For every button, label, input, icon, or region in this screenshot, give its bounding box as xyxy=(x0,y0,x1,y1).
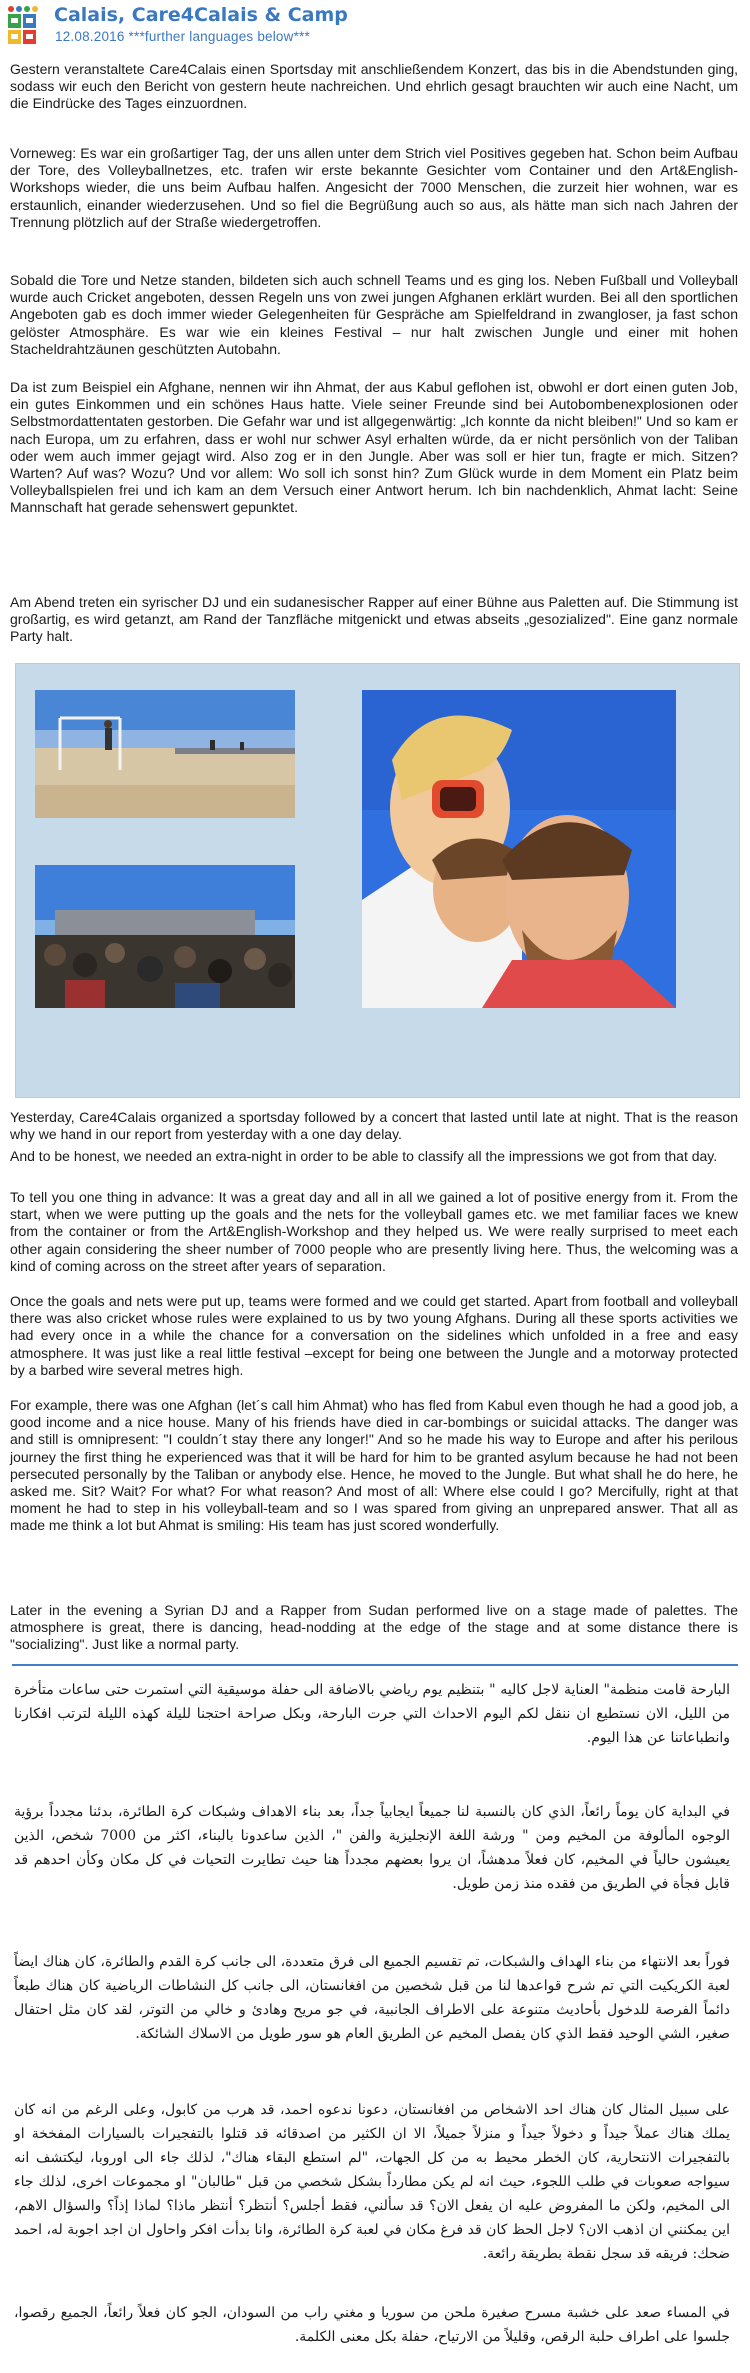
english-paragraph-1: Yesterday, Care4Calais organized a sportsday followed by a concert that lasted until late at night. That is the reason why we hand in our report from yesterday with a one day delay. xyxy=(10,1109,738,1143)
photo-beach-goal xyxy=(35,690,295,818)
english-paragraph-2: And to be honest, we needed an extra-night in order to be able to classify all the impressions we got from that day. xyxy=(10,1148,718,1164)
article-header xyxy=(0,0,750,52)
arabic-paragraph-5: في المساء صعد على خشبة مسرح صغيرة ملحن من سوريا و مغني راب من السودان، الجو كان فعلاً رائعاً، الجميع رقصوا، جلسوا على اطراف حلبة الرقص، وقليلاً من الارتياح، حفلة بكل معنى الكلمة. xyxy=(14,2305,730,2345)
arabic-paragraph-4: على سبيل المثال كان هناك احد الاشخاص من افغانستان، دعونا ندعوه احمد، قد هرب من كابول، وعلى الرغم من انه كان يملك هناك عملاً جيداً و دخولاً جيداً و منزلاً جميلاً، الا ان الكثير من اصدقائه قد قتلوا بالتفجيرات بالسيارات المفخخة او بالتفجيرات الانتحارية، كان الخطر محيط به من كل الجهات، "لم استطع البقاء هناك"، لذلك جاء الى اوروبا، ليكتشف انه سيواجه صعوبات في طلب اللجوء، حيث انه لم يكن مطارداً بشكل شخصي من قبل "طالبان" او مجموعات اخرى، لذلك جاء الى المخيم، ولكن ما المفروض عليه ان يفعل الان؟ قد سألني، فقط أجلس؟ أنتظر؟ أنتظر ماذا؟ لماذا إذاً؟ والسؤال الاهم، اين يمكنني ان اذهب الان؟ لاجل الحظ كان قد فرغ مكان في لعبة كرة الطائرة، وانا بدأت افكر واحاول ان اجد اجوبة له، احمد ضحك: فريقه قد سجل نقطة بطريقة رائعة. xyxy=(14,2102,730,2262)
german-paragraph-5: Am Abend treten ein syrischer DJ und ein sudanesischer Rapper auf einer Bühne aus Paletten auf. Die Stimmung ist großartig, es wird getanzt, am Rand der Tanzfläche mitgenickt und etwas abseits „gesozialized". Eine ganz normale Party halt. xyxy=(10,594,738,645)
logo-icon xyxy=(6,4,46,48)
article-date-line xyxy=(55,29,310,44)
arabic-paragraph-3: فوراً بعد الانتهاء من بناء الهداف والشبكات، تم تقسيم الجميع الى فرق متعددة، الى جانب كرة القدم والطائرة، كان هناك ايضاً لعبة الكريكيت التي تم شرح قواعدها لنا من قبل شخصين من افغانستان، الى جانب كل النشاطات الرياضية كان هناك طبعاً دائماً الفرصة للدخول بأحاديث متنوعة على الاطراف الجانبية، في جو مريح وهادئ و خالي من التوتر، لقد كان مثل احتفال صغير، الشي الوحيد فقط الذي كان يفصل المخيم عن الطريق العام هو سور طويل من الاسلاك الشائكة. xyxy=(14,1954,730,2042)
article-date: 12.08.2016 xyxy=(55,29,125,44)
photo-collage xyxy=(15,663,740,1098)
logo-grid-icon xyxy=(8,14,36,44)
english-paragraph-4: Once the goals and nets were put up, teams were formed and we could get started. Apart from football and volleyball there was also cricket whose rules were explained to us by two young Afghans. During all these sports activities we had every once in a while the chance for a conversation on the sidelines which unfolded in a free and easy atmosphere. It was just like a real little festival –except for being one between the Jungle and a motorway protected by a barbed wire several metres high. xyxy=(10,1293,738,1378)
german-paragraph-1: Gestern veranstaltete Care4Calais einen Sportsday mit anschließendem Konzert, das bis in die Abendstunden ging, sodass wir euch den Bericht von gestern heute nachreichen. Und ehrlich gesagt brauchten wir auch eine Nacht, um die Eindrücke des Tages einzuordnen. xyxy=(10,61,738,112)
article-title: Calais, Care4Calais & Camp xyxy=(54,4,348,26)
section-divider xyxy=(12,1664,738,1666)
english-paragraph-3: To tell you one thing in advance: It was a great day and all in all we gained a lot of positive energy from it. From the start, when we were putting up the goals and the nets for the volleyball games etc. we met familiar faces we knew from the container or from the Art&English-Workshop and they helped us. We were really surprised to meet each other again considering the sheer number of 7000 people who are presently living here. Thus, the welcoming was a kind of coming across on the street after years of separation. xyxy=(10,1189,738,1274)
german-paragraph-2: Vorneweg: Es war ein großartiger Tag, der uns allen unter dem Strich viel Positives gegeben hat. Schon beim Aufbau der Tore, des Volleyballnetzes, etc. trafen wir erste bekannte Gesichter vom Container und den Art&English-Workshops wieder, die uns beim Aufbau halfen. Angesicht der 7000 Menschen, die zurzeit hier wohnen, war es erstaunlich, einander wiederzusehen. Und so fiel die Begrüßung auch so aus, als hätte man sich nach Jahren der Trennung plötzlich auf der Straße wiedergetroffen. xyxy=(10,145,738,230)
german-paragraph-4: Da ist zum Beispiel ein Afghane, nennen wir ihn Ahmat, der aus Kabul geflohen ist, obwohl er dort einen guten Job, ein gutes Einkommen und ein schönes Haus hatte. Viele seiner Freunde sind bei Autobombenexplosionen oder Selbstmordattentaten gestorben. Die Gefahr war und ist allgegenwärtig: „Ich konnte da nicht bleiben!" Und so kam er nach Europa, um zu erfahren, dass er wohl nur schwer Asyl erhalten würde, da er nicht persönlich von der Taliban oder wem auch immer gejagt wird. Also zog er in den Jungle. Aber was soll er hier tun, fragte er mich. Sitzen? Warten? Auf was? Wozu? Und vor allem: Wo soll ich sonst hin? Zum Glück wurde in dem Moment ein Platz beim Volleyballspielen frei und ich kam an dem Versuch einer Antwort herum. Ich bin nachdenklich, Ahmat lacht: Seine Mannschaft hat gerade sehenswert gepunktet. xyxy=(10,379,738,516)
photo-crowd-stage xyxy=(35,865,295,1008)
arabic-paragraph-2: في البداية كان يوماً رائعاً، الذي كان بالنسبة لنا جميعاً ايجابياً جداً، بعد بناء الاهداف وشبكات كرة الطائرة، بدئنا مجدداً برؤية الوجوه المألوفة من المخيم ومن " ورشة اللغة الإنجليزية والفن "، الذين ساعدونا بالبناء، اكثر من 7000 شخص، الذين يعيشون حالياً في المخيم، كان فعلاً مدهشاً، ان يروا بعضهم مجدداً هنا حيث تطايرت التحيات في كل مكان وكأن احدهم قد قابل فجأة في الطريق من فقده منذ زمن طويل. xyxy=(14,1804,730,1892)
german-paragraph-3: Sobald die Tore und Netze standen, bildeten sich auch schnell Teams und es ging los. Neben Fußball und Volleyball wurde auch Cricket angeboten, dessen Regeln uns von zwei jungen Afghanen erklärt wurden. Bei all den sportlichen Angeboten gab es doch immer wieder Gelegenheiten für Gespräche am Spielfeldrand in zwangloser, ja fast schon gelöster Atmosphäre. Es war wie ein kleines Festival – nur halt zwischen Jungle und einer mit hohen Stacheldrahtzäunen geschützten Autobahn. xyxy=(10,272,738,357)
photo-selfie xyxy=(362,690,676,1008)
arabic-paragraph-1: البارحة قامت منظمة" العناية لاجل كاليه " بتنظيم يوم رياضي بالاضافة الى حفلة موسيقية التي استمرت حتى ساعات متأخرة من الليل، الان نستطيع ان ننقل لكم اليوم الاحداث التي جرت البارحة، وبكل صراحة احتجنا لليلة كهذه الليلة لترتب افكارنا وانطباعاتنا عن هذا اليوم. xyxy=(14,1682,730,1746)
languages-note: ***further languages below*** xyxy=(128,29,310,44)
english-paragraph-5: For example, there was one Afghan (let´s call him Ahmat) who has fled from Kabul even though he had a good job, a good income and a nice house. Many of his friends have died in car-bombings or suicidal attacks. The danger was and still is omnipresent: "I couldn´t stay there any longer!" And so he made his way to Europe and after his perilous journey the first thing he experienced was that it will be hard for him to be granted asylum because he had not been persecuted personally by the Taliban or anybody else. Hence, he moved to the Jungle. But what shall he do here, he asked me. Sit? Wait? For what? For what reason? And most of all: Where else could I go? Mercifully, right at that moment he had to step in his volleyball-team and so I was spared from giving an unprepared answer. That all as made me think a lot but Ahmat is smiling: His team has just scored wonderfully. xyxy=(10,1397,738,1534)
english-paragraph-6: Later in the evening a Syrian DJ and a Rapper from Sudan performed live on a stage made of palettes. The atmosphere is great, there is dancing, head-nodding at the edge of the stage and at some distance there is "socializing". Just like a normal party. xyxy=(10,1602,738,1653)
logo-dots xyxy=(6,4,46,14)
